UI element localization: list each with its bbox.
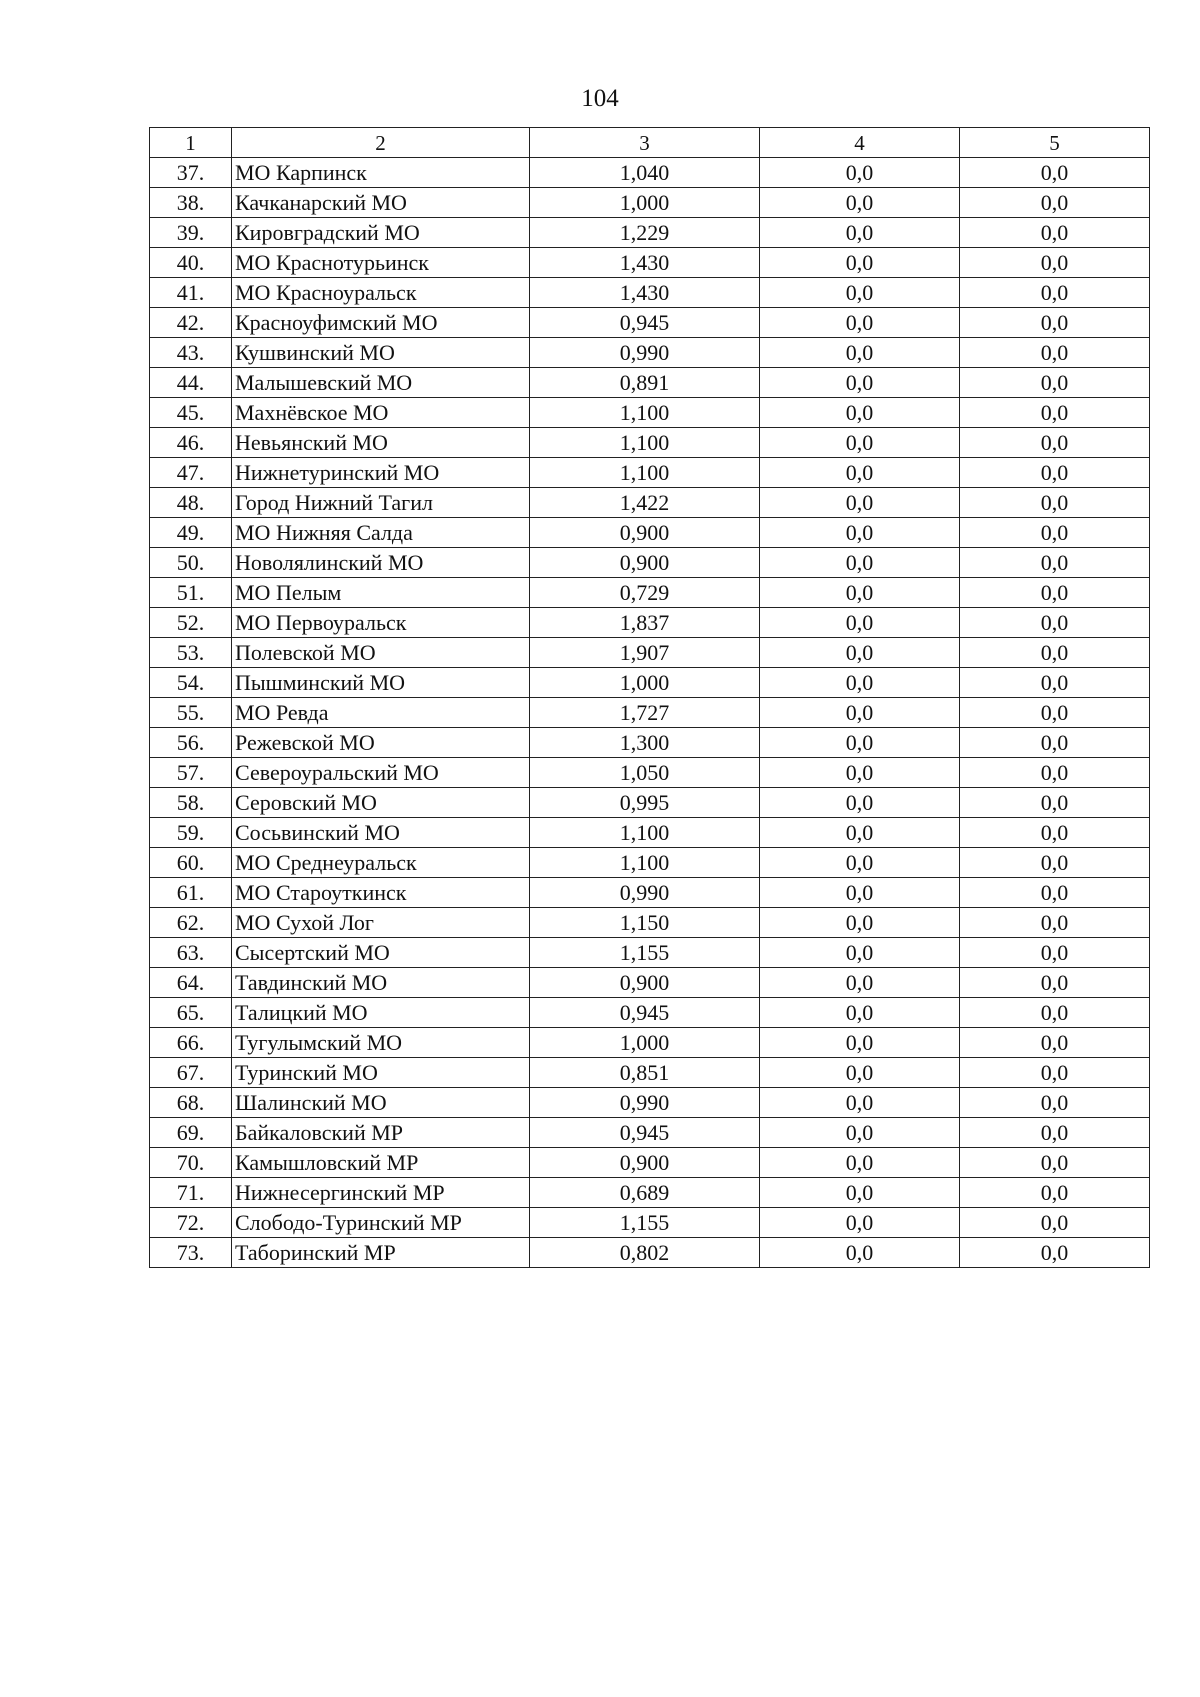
column-5-cell: 0,0 <box>960 818 1150 848</box>
row-number-cell: 66. <box>150 1028 232 1058</box>
table-row <box>150 1178 1150 1208</box>
column-3-cell: 1,050 <box>530 758 760 788</box>
table-row <box>150 1028 1150 1058</box>
column-3-cell: 1,229 <box>530 218 760 248</box>
column-5-cell: 0,0 <box>960 458 1150 488</box>
column-3-cell: 0,729 <box>530 578 760 608</box>
row-number-cell: 55. <box>150 698 232 728</box>
table-row <box>150 848 1150 878</box>
page-number: 104 <box>581 85 619 112</box>
column-3-cell: 0,851 <box>530 1058 760 1088</box>
table-row <box>150 308 1150 338</box>
column-4-cell: 0,0 <box>760 1118 960 1148</box>
column-5-cell: 0,0 <box>960 368 1150 398</box>
row-number-cell: 38. <box>150 188 232 218</box>
column-3-cell: 1,300 <box>530 728 760 758</box>
column-3-cell: 0,900 <box>530 518 760 548</box>
municipality-name-cell: Красноуфимский МО <box>232 308 530 338</box>
table-row <box>150 788 1150 818</box>
column-4-cell: 0,0 <box>760 1208 960 1238</box>
column-5-cell: 0,0 <box>960 908 1150 938</box>
column-3-cell: 1,155 <box>530 938 760 968</box>
table-row <box>150 428 1150 458</box>
row-number-cell: 70. <box>150 1148 232 1178</box>
column-4-cell: 0,0 <box>760 248 960 278</box>
municipality-name-cell: Туринский МО <box>232 1058 530 1088</box>
column-3-cell: 1,100 <box>530 428 760 458</box>
column-4-cell: 0,0 <box>760 998 960 1028</box>
column-4-cell: 0,0 <box>760 578 960 608</box>
header-row <box>150 128 1150 158</box>
row-number-cell: 47. <box>150 458 232 488</box>
table-row <box>150 398 1150 428</box>
row-number-cell: 69. <box>150 1118 232 1148</box>
column-4-cell: 0,0 <box>760 188 960 218</box>
column-header: 3 <box>530 128 760 158</box>
row-number-cell: 68. <box>150 1088 232 1118</box>
table-body <box>150 158 1150 1268</box>
column-4-cell: 0,0 <box>760 1238 960 1268</box>
row-number-cell: 41. <box>150 278 232 308</box>
municipality-name-cell: Качканарский МО <box>232 188 530 218</box>
row-number-cell: 62. <box>150 908 232 938</box>
municipality-name-cell: МО Ревда <box>232 698 530 728</box>
municipality-name-cell: Полевской МО <box>232 638 530 668</box>
row-number-cell: 48. <box>150 488 232 518</box>
column-5-cell: 0,0 <box>960 158 1150 188</box>
row-number-cell: 61. <box>150 878 232 908</box>
row-number-cell: 71. <box>150 1178 232 1208</box>
column-3-cell: 1,155 <box>530 1208 760 1238</box>
table-row <box>150 548 1150 578</box>
table-row <box>150 608 1150 638</box>
table-row <box>150 698 1150 728</box>
column-5-cell: 0,0 <box>960 758 1150 788</box>
column-3-cell: 0,689 <box>530 1178 760 1208</box>
column-header: 2 <box>232 128 530 158</box>
column-4-cell: 0,0 <box>760 638 960 668</box>
municipality-name-cell: МО Сухой Лог <box>232 908 530 938</box>
column-3-cell: 0,802 <box>530 1238 760 1268</box>
municipality-name-cell: Пышминский МО <box>232 668 530 698</box>
column-5-cell: 0,0 <box>960 728 1150 758</box>
table-row <box>150 998 1150 1028</box>
column-header: 5 <box>960 128 1150 158</box>
municipality-name-cell: Таборинский МР <box>232 1238 530 1268</box>
municipality-name-cell: Невьянский МО <box>232 428 530 458</box>
table-row <box>150 278 1150 308</box>
municipality-name-cell: Серовский МО <box>232 788 530 818</box>
table-row <box>150 1058 1150 1088</box>
column-4-cell: 0,0 <box>760 1058 960 1088</box>
table-row <box>150 638 1150 668</box>
column-3-cell: 1,150 <box>530 908 760 938</box>
column-5-cell: 0,0 <box>960 1028 1150 1058</box>
column-3-cell: 1,727 <box>530 698 760 728</box>
column-5-cell: 0,0 <box>960 938 1150 968</box>
column-3-cell: 0,990 <box>530 338 760 368</box>
column-5-cell: 0,0 <box>960 1178 1150 1208</box>
column-3-cell: 1,000 <box>530 188 760 218</box>
column-3-cell: 1,422 <box>530 488 760 518</box>
column-3-cell: 1,000 <box>530 668 760 698</box>
column-3-cell: 1,430 <box>530 248 760 278</box>
row-number-cell: 44. <box>150 368 232 398</box>
column-3-cell: 0,900 <box>530 1148 760 1178</box>
column-4-cell: 0,0 <box>760 398 960 428</box>
table-row <box>150 758 1150 788</box>
municipality-name-cell: МО Красноуральск <box>232 278 530 308</box>
municipality-name-cell: МО Карпинск <box>232 158 530 188</box>
column-5-cell: 0,0 <box>960 548 1150 578</box>
column-3-cell: 1,430 <box>530 278 760 308</box>
column-3-cell: 1,837 <box>530 608 760 638</box>
column-5-cell: 0,0 <box>960 1118 1150 1148</box>
column-3-cell: 0,990 <box>530 1088 760 1118</box>
table-row <box>150 908 1150 938</box>
row-number-cell: 72. <box>150 1208 232 1238</box>
column-4-cell: 0,0 <box>760 758 960 788</box>
column-5-cell: 0,0 <box>960 878 1150 908</box>
row-number-cell: 52. <box>150 608 232 638</box>
column-3-cell: 1,907 <box>530 638 760 668</box>
row-number-cell: 58. <box>150 788 232 818</box>
row-number-cell: 67. <box>150 1058 232 1088</box>
column-header: 1 <box>150 128 232 158</box>
row-number-cell: 53. <box>150 638 232 668</box>
column-4-cell: 0,0 <box>760 908 960 938</box>
municipality-name-cell: Кушвинский МО <box>232 338 530 368</box>
column-3-cell: 1,040 <box>530 158 760 188</box>
table-row <box>150 728 1150 758</box>
column-3-cell: 0,900 <box>530 968 760 998</box>
row-number-cell: 37. <box>150 158 232 188</box>
table-row <box>150 368 1150 398</box>
table-row <box>150 218 1150 248</box>
municipality-name-cell: Кировградский МО <box>232 218 530 248</box>
column-5-cell: 0,0 <box>960 1238 1150 1268</box>
municipality-name-cell: Нижнетуринский МО <box>232 458 530 488</box>
row-number-cell: 64. <box>150 968 232 998</box>
column-3-cell: 0,891 <box>530 368 760 398</box>
row-number-cell: 56. <box>150 728 232 758</box>
column-4-cell: 0,0 <box>760 488 960 518</box>
row-number-cell: 65. <box>150 998 232 1028</box>
table-row <box>150 1238 1150 1268</box>
table-row <box>150 818 1150 848</box>
column-3-cell: 0,990 <box>530 878 760 908</box>
row-number-cell: 42. <box>150 308 232 338</box>
table-row <box>150 938 1150 968</box>
column-3-cell: 1,100 <box>530 458 760 488</box>
column-5-cell: 0,0 <box>960 218 1150 248</box>
municipality-name-cell: МО Нижняя Салда <box>232 518 530 548</box>
municipality-name-cell: Режевской МО <box>232 728 530 758</box>
municipality-name-cell: МО Староуткинск <box>232 878 530 908</box>
column-4-cell: 0,0 <box>760 1088 960 1118</box>
column-4-cell: 0,0 <box>760 308 960 338</box>
municipality-name-cell: Слободо-Туринский МР <box>232 1208 530 1238</box>
column-5-cell: 0,0 <box>960 518 1150 548</box>
column-3-cell: 1,100 <box>530 398 760 428</box>
municipality-name-cell: Нижнесергинский МР <box>232 1178 530 1208</box>
column-5-cell: 0,0 <box>960 998 1150 1028</box>
table-row <box>150 1118 1150 1148</box>
column-5-cell: 0,0 <box>960 578 1150 608</box>
row-number-cell: 43. <box>150 338 232 368</box>
table-row <box>150 578 1150 608</box>
column-5-cell: 0,0 <box>960 668 1150 698</box>
table-row <box>150 1208 1150 1238</box>
municipality-name-cell: Североуральский МО <box>232 758 530 788</box>
column-3-cell: 1,000 <box>530 1028 760 1058</box>
municipality-name-cell: Сысертский МО <box>232 938 530 968</box>
column-4-cell: 0,0 <box>760 548 960 578</box>
table-row <box>150 158 1150 188</box>
row-number-cell: 45. <box>150 398 232 428</box>
municipality-name-cell: МО Среднеуральск <box>232 848 530 878</box>
municipality-name-cell: МО Пелым <box>232 578 530 608</box>
column-3-cell: 0,995 <box>530 788 760 818</box>
municipality-name-cell: Тугулымский МО <box>232 1028 530 1058</box>
row-number-cell: 46. <box>150 428 232 458</box>
column-3-cell: 1,100 <box>530 848 760 878</box>
municipality-name-cell: Город Нижний Тагил <box>232 488 530 518</box>
column-4-cell: 0,0 <box>760 278 960 308</box>
row-number-cell: 59. <box>150 818 232 848</box>
municipality-name-cell: Сосьвинский МО <box>232 818 530 848</box>
column-5-cell: 0,0 <box>960 428 1150 458</box>
column-4-cell: 0,0 <box>760 728 960 758</box>
table-row <box>150 1148 1150 1178</box>
table-row <box>150 1088 1150 1118</box>
municipality-name-cell: МО Первоуральск <box>232 608 530 638</box>
column-4-cell: 0,0 <box>760 818 960 848</box>
table-row <box>150 248 1150 278</box>
column-header: 4 <box>760 128 960 158</box>
column-5-cell: 0,0 <box>960 248 1150 278</box>
column-4-cell: 0,0 <box>760 938 960 968</box>
municipality-name-cell: Байкаловский МР <box>232 1118 530 1148</box>
column-5-cell: 0,0 <box>960 1148 1150 1178</box>
row-number-cell: 49. <box>150 518 232 548</box>
table-row <box>150 458 1150 488</box>
row-number-cell: 57. <box>150 758 232 788</box>
table-row <box>150 518 1150 548</box>
column-5-cell: 0,0 <box>960 638 1150 668</box>
data-table <box>149 127 1150 1268</box>
column-3-cell: 0,945 <box>530 998 760 1028</box>
column-3-cell: 0,900 <box>530 548 760 578</box>
column-5-cell: 0,0 <box>960 188 1150 218</box>
column-4-cell: 0,0 <box>760 608 960 638</box>
column-4-cell: 0,0 <box>760 458 960 488</box>
row-number-cell: 73. <box>150 1238 232 1268</box>
column-5-cell: 0,0 <box>960 278 1150 308</box>
column-4-cell: 0,0 <box>760 428 960 458</box>
column-4-cell: 0,0 <box>760 1028 960 1058</box>
column-4-cell: 0,0 <box>760 1178 960 1208</box>
column-4-cell: 0,0 <box>760 518 960 548</box>
column-3-cell: 0,945 <box>530 1118 760 1148</box>
municipality-name-cell: Тавдинский МО <box>232 968 530 998</box>
column-5-cell: 0,0 <box>960 488 1150 518</box>
table-row <box>150 188 1150 218</box>
table-row <box>150 968 1150 998</box>
table-row <box>150 338 1150 368</box>
column-5-cell: 0,0 <box>960 308 1150 338</box>
row-number-cell: 63. <box>150 938 232 968</box>
column-3-cell: 1,100 <box>530 818 760 848</box>
municipality-name-cell: МО Краснотурьинск <box>232 248 530 278</box>
column-5-cell: 0,0 <box>960 1058 1150 1088</box>
row-number-cell: 39. <box>150 218 232 248</box>
column-5-cell: 0,0 <box>960 698 1150 728</box>
row-number-cell: 50. <box>150 548 232 578</box>
column-4-cell: 0,0 <box>760 218 960 248</box>
row-number-cell: 51. <box>150 578 232 608</box>
municipality-name-cell: Шалинский МО <box>232 1088 530 1118</box>
municipality-name-cell: Махнёвское МО <box>232 398 530 428</box>
column-5-cell: 0,0 <box>960 1208 1150 1238</box>
column-4-cell: 0,0 <box>760 1148 960 1178</box>
column-4-cell: 0,0 <box>760 158 960 188</box>
column-4-cell: 0,0 <box>760 338 960 368</box>
column-5-cell: 0,0 <box>960 968 1150 998</box>
row-number-cell: 40. <box>150 248 232 278</box>
municipality-name-cell: Талицкий МО <box>232 998 530 1028</box>
column-4-cell: 0,0 <box>760 368 960 398</box>
column-4-cell: 0,0 <box>760 848 960 878</box>
column-5-cell: 0,0 <box>960 1088 1150 1118</box>
municipality-name-cell: Камышловский МР <box>232 1148 530 1178</box>
column-5-cell: 0,0 <box>960 788 1150 818</box>
municipality-name-cell: Новолялинский МО <box>232 548 530 578</box>
row-number-cell: 60. <box>150 848 232 878</box>
row-number-cell: 54. <box>150 668 232 698</box>
table-row <box>150 488 1150 518</box>
table-row <box>150 878 1150 908</box>
municipality-name-cell: Малышевский МО <box>232 368 530 398</box>
table-row <box>150 668 1150 698</box>
column-5-cell: 0,0 <box>960 848 1150 878</box>
column-4-cell: 0,0 <box>760 668 960 698</box>
column-4-cell: 0,0 <box>760 878 960 908</box>
column-4-cell: 0,0 <box>760 968 960 998</box>
column-5-cell: 0,0 <box>960 608 1150 638</box>
column-3-cell: 0,945 <box>530 308 760 338</box>
column-5-cell: 0,0 <box>960 398 1150 428</box>
column-5-cell: 0,0 <box>960 338 1150 368</box>
column-4-cell: 0,0 <box>760 788 960 818</box>
column-4-cell: 0,0 <box>760 698 960 728</box>
